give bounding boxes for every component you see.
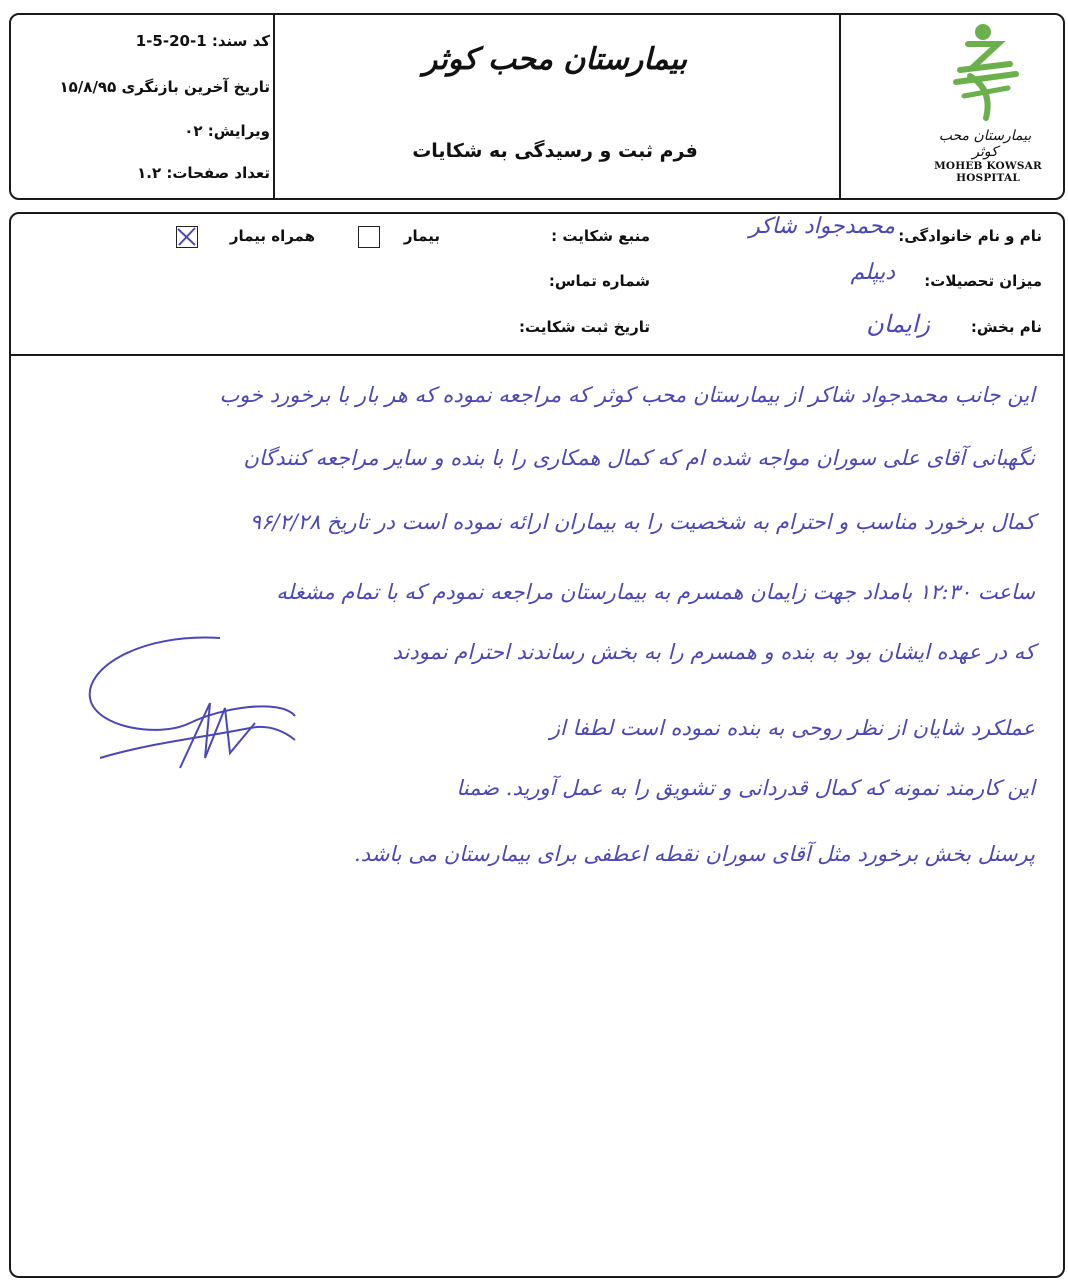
- checkmark-x-icon: [176, 226, 198, 248]
- last-review-date: تاریخ آخرین بازنگری ۱۵/۸/۹۵: [59, 78, 270, 96]
- complaint-line-4: ساعت ۱۲:۳۰ بامداد جهت زایمان همسرم به بیمارستان مراجعه نمودم که با تمام مشغله: [276, 580, 1035, 604]
- patient-option-label: بیمار: [403, 227, 440, 245]
- full-name-value[interactable]: محمدجواد شاکر: [749, 214, 895, 239]
- logo-name-en: MOHEB KOWSAR HOSPITAL: [934, 160, 1042, 184]
- complaint-line-7: این کارمند نمونه که کمال قدردانی و تشویق را به عمل آورید. ضمنا: [456, 776, 1035, 800]
- ward-label: نام بخش:: [970, 318, 1042, 336]
- signature-icon: [80, 628, 310, 778]
- contact-number-label: شماره تماس:: [548, 272, 650, 290]
- ward-value[interactable]: زایمان: [866, 310, 930, 338]
- header-divider-right: [839, 15, 841, 198]
- complaint-line-1: این جانب محمدجواد شاکر از بیمارستان محب کوثر که مراجعه نموده که هر بار با برخورد خوب: [219, 383, 1035, 407]
- hospital-title: بیمارستان محب کوثر: [422, 42, 688, 77]
- complaint-line-8: پرسنل بخش برخورد مثل آقای سوران نقطه اعطفی برای بیمارستان می باشد.: [354, 842, 1035, 866]
- complaint-line-3: کمال برخورد مناسب و احترام به شخصیت را به بیماران ارائه نموده است در تاریخ ۹۶/۲/۲۸: [249, 510, 1035, 534]
- form-title: فرم ثبت و رسیدگی به شکایات: [412, 140, 698, 162]
- document-code: کد سند: 1-20-5-1: [135, 32, 270, 50]
- fields-divider: [11, 354, 1063, 356]
- full-name-label: نام و نام خانوادگی:: [898, 227, 1042, 245]
- companion-checkbox[interactable]: [176, 226, 198, 248]
- revision: ویرایش: ۰۲: [184, 122, 270, 140]
- logo-name-fa: بیمارستان محب کوثر: [938, 128, 1032, 160]
- patient-checkbox[interactable]: [358, 226, 380, 248]
- education-label: میزان تحصیلات:: [924, 272, 1042, 290]
- companion-option-label: همراه بیمار: [229, 227, 315, 245]
- header-divider-left: [273, 15, 275, 198]
- complaint-source-label: منبع شکایت :: [551, 227, 650, 245]
- complaint-line-5: که در عهده ایشان بود به بنده و همسرم را به بخش رساندند احترام نمودند: [392, 640, 1035, 664]
- education-value[interactable]: دیپلم: [850, 260, 895, 285]
- page-count: تعداد صفحات: ۱.۲: [137, 164, 270, 182]
- complaint-line-6: عملکرد شایان از نظر روحی به بنده نموده است لطفا از: [549, 716, 1035, 740]
- complaint-line-2: نگهبانی آقای علی سوران مواجه شده ام که کمال همکاری را با بنده و سایر مراجعه کنندگان: [243, 446, 1035, 470]
- complaint-date-label: تاریخ ثبت شکایت:: [518, 318, 650, 336]
